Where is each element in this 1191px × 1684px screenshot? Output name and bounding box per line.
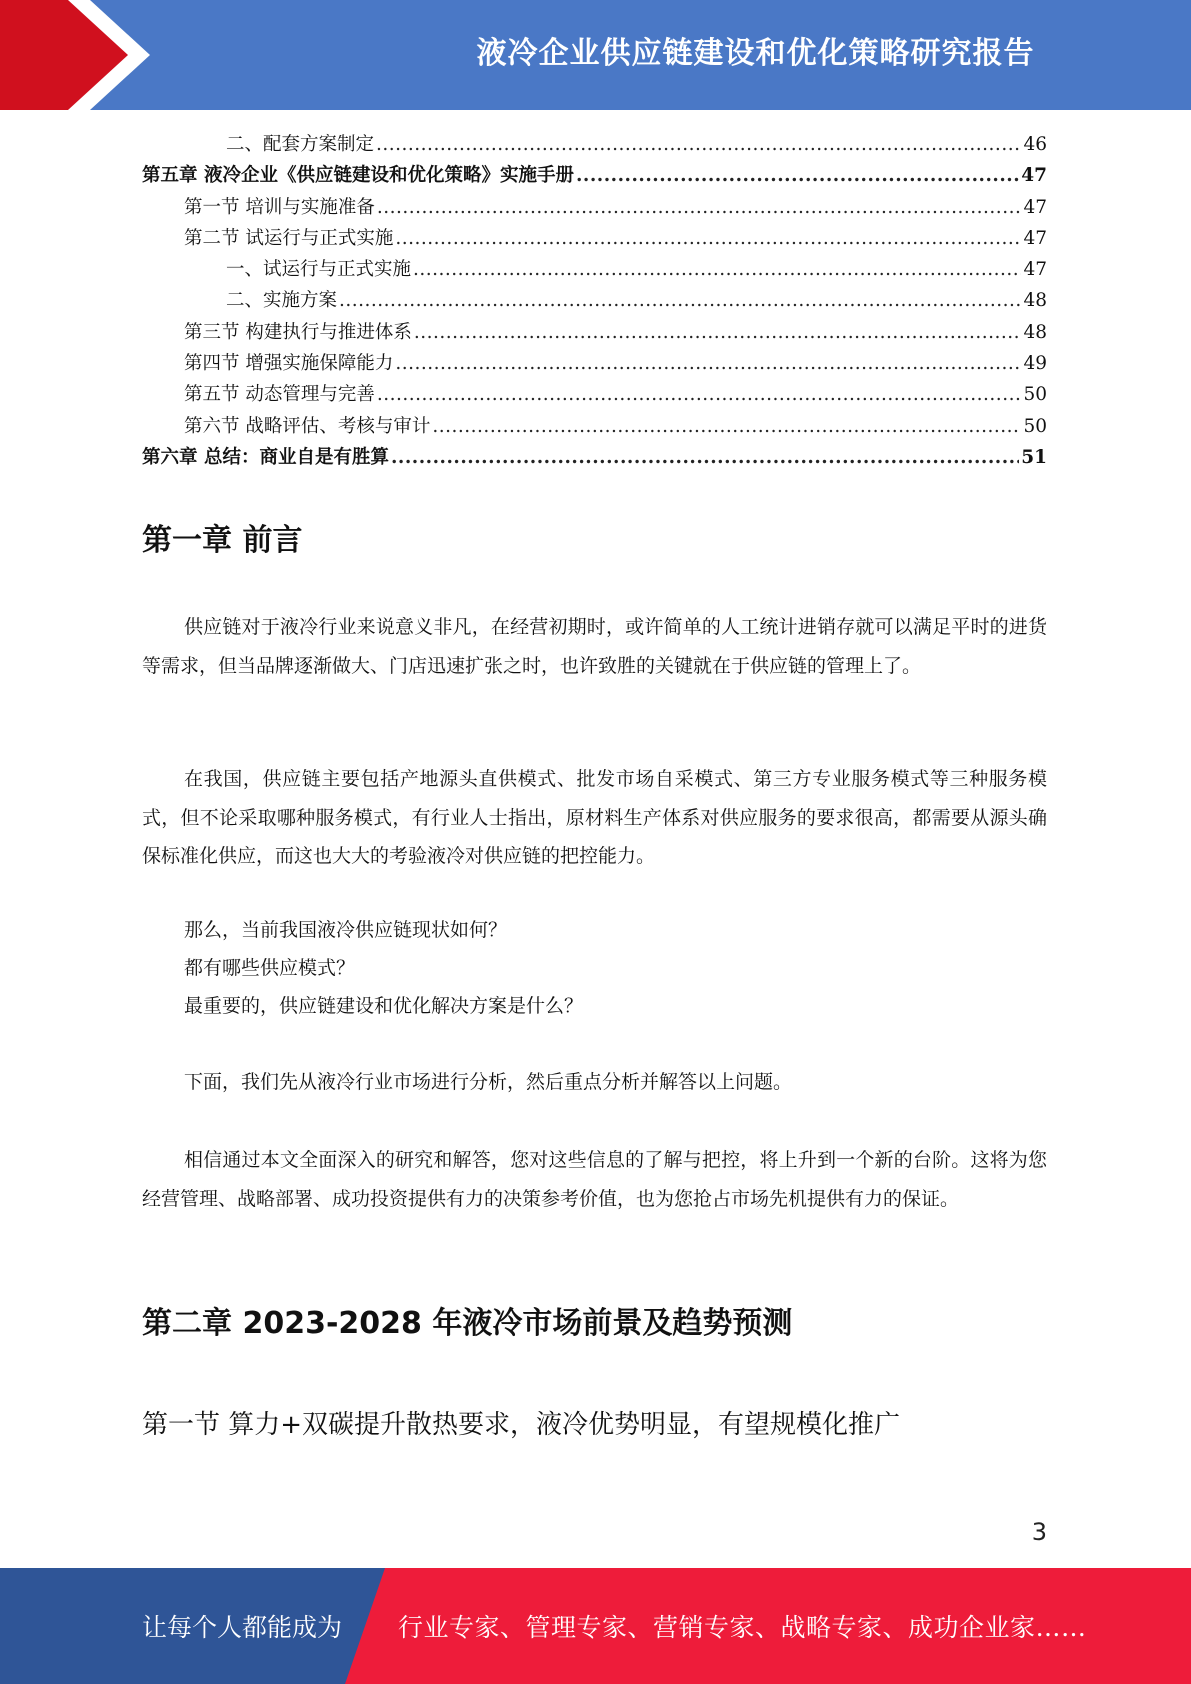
- toc-entry[interactable]: [142, 442, 1047, 473]
- table-of-contents: [142, 129, 1047, 473]
- toc-entry-page: 47: [1021, 165, 1047, 187]
- toc-entry-label: 第五章 液冷企业《供应链建设和优化策略》实施手册: [142, 165, 574, 187]
- toc-entry[interactable]: [142, 379, 1047, 410]
- toc-entry[interactable]: [142, 285, 1047, 316]
- chapter-2-section-1-heading: 第一节 算力+双碳提升散热要求，液冷优势明显，有望规模化推广: [142, 1410, 901, 1440]
- page-footer: [0, 1568, 1191, 1684]
- header-chevron-red: [0, 0, 128, 110]
- toc-entry-label: 第六节 战略评估、考核与审计: [184, 415, 431, 437]
- toc-dot-leader: [576, 160, 1019, 191]
- toc-entry-label: 第一节 培训与实施准备: [184, 196, 375, 218]
- page-number: 3: [1031, 1518, 1047, 1546]
- chapter-1-paragraph-4: 相信通过本文全面深入的研究和解答，您对这些信息的了解与把控，将上升到一个新的台阶。这将为您经营管理、战略部署、成功投资提供有力的决策参考价值，也为您抢占市场先机提供有力的保证。: [142, 1149, 1047, 1210]
- header-title-wrap: [230, 0, 1191, 100]
- toc-entry[interactable]: [142, 129, 1047, 160]
- toc-entry[interactable]: [142, 160, 1047, 191]
- toc-dot-leader: [339, 285, 1021, 316]
- toc-entry[interactable]: [142, 411, 1047, 442]
- toc-entry[interactable]: [142, 223, 1047, 254]
- chapter-1-question-1: 那么，当前我国液冷供应链现状如何？: [184, 919, 508, 941]
- toc-entry[interactable]: [142, 317, 1047, 348]
- footer-slogan-right: 行业专家、管理专家、营销专家、战略专家、成功企业家……: [398, 1613, 1087, 1642]
- toc-entry-label: 二、实施方案: [226, 290, 338, 312]
- chapter-1-paragraph-2: 在我国，供应链主要包括产地源头直供模式、批发市场自采模式、第三方专业服务模式等三种服务模式，但不论采取哪种服务模式，有行业人士指出，原材料生产体系对供应服务的要求很高，都需要从源头确保标准化供应，而这也大大的考验液冷对供应链的把控能力。: [142, 768, 1047, 867]
- toc-dot-leader: [414, 317, 1022, 348]
- toc-entry[interactable]: [142, 192, 1047, 223]
- toc-entry-page: 50: [1023, 384, 1047, 406]
- toc-entry-page: 48: [1023, 321, 1047, 343]
- toc-entry[interactable]: [142, 348, 1047, 379]
- toc-entry-page: 49: [1023, 353, 1047, 375]
- chapter-1-heading: 第一章 前言: [142, 523, 303, 558]
- toc-dot-leader: [391, 442, 1019, 473]
- toc-entry-label: 第五节 动态管理与完善: [184, 384, 375, 406]
- header-title: 液冷企业供应链建设和优化策略研究报告: [476, 36, 1035, 71]
- toc-dot-leader: [395, 223, 1021, 254]
- toc-entry-page: 47: [1023, 259, 1047, 281]
- toc-entry-label: 第二节 试运行与正式实施: [184, 227, 394, 249]
- toc-entry-label: 第六章 总结：商业自是有胜算: [142, 446, 389, 468]
- toc-entry-page: 47: [1023, 227, 1047, 249]
- footer-slogan-left: 让每个人都能成为: [142, 1613, 343, 1642]
- chapter-1-question-3: 最重要的，供应链建设和优化解决方案是什么？: [184, 995, 584, 1017]
- toc-dot-leader: [377, 379, 1022, 410]
- chapter-1-paragraph-1: 供应链对于液冷行业来说意义非凡，在经营初期时，或许简单的人工统计进销存就可以满足平时的进货等需求，但当品牌逐渐做大、门店迅速扩张之时，也许致胜的关键就在于供应链的管理上了。: [142, 616, 1047, 677]
- toc-dot-leader: [395, 348, 1021, 379]
- chapter-1-paragraph-3: 下面，我们先从液冷行业市场进行分析，然后重点分析并解答以上问题。: [184, 1071, 793, 1093]
- toc-entry-page: 50: [1023, 415, 1047, 437]
- toc-entry-label: 二、配套方案制定: [226, 134, 375, 155]
- toc-entry-label: 第四节 增强实施保障能力: [184, 353, 394, 375]
- toc-entry-page: 46: [1023, 134, 1047, 155]
- toc-entry-page: 47: [1023, 196, 1047, 218]
- header-chevron-graphic: [0, 0, 160, 110]
- toc-dot-leader: [377, 192, 1022, 223]
- toc-entry-page: 48: [1023, 290, 1047, 312]
- toc-entry-label: 第三节 构建执行与推进体系: [184, 321, 412, 343]
- toc-entry[interactable]: [142, 254, 1047, 285]
- chapter-2-heading: 第二章 2023-2028 年液冷市场前景及趋势预测: [142, 1306, 793, 1341]
- toc-entry-page: 51: [1021, 446, 1047, 468]
- toc-dot-leader: [432, 411, 1021, 442]
- page-header: [0, 0, 1191, 110]
- toc-dot-leader: [376, 129, 1021, 160]
- chapter-1-question-2: 都有哪些供应模式？: [184, 957, 356, 979]
- toc-dot-leader: [413, 254, 1021, 285]
- toc-entry-label: 一、试运行与正式实施: [226, 259, 412, 281]
